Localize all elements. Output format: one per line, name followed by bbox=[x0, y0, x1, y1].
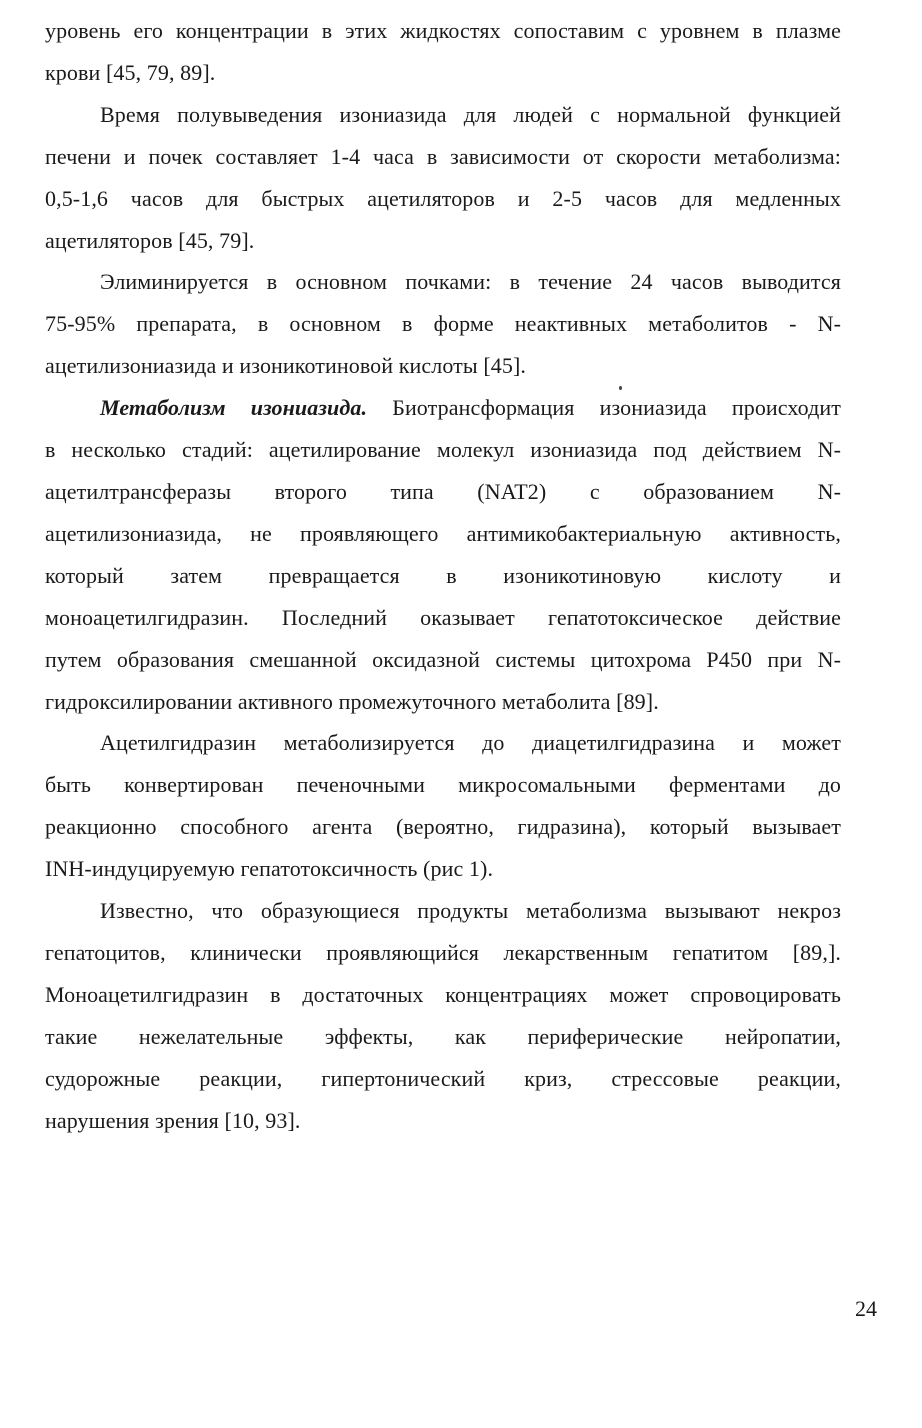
text-line: Время полувыведения изониазида для людей с нормальной функцией bbox=[100, 101, 841, 127]
text-line: Элиминируется в основном почками: в течение 24 часов выводится bbox=[100, 269, 841, 295]
text-line: ацетилизониазида, не проявляющего антимикобактериальную активность, bbox=[45, 520, 841, 546]
text-line: судорожные реакции, гипертонический криз, стрессовые реакции, bbox=[45, 1065, 841, 1091]
heading-line-rest: Биотрансформация изониазида происходит bbox=[367, 395, 841, 421]
text-line: быть конвертирован печеночными микросомальными ферментами до bbox=[45, 772, 841, 798]
text-line: нарушения зрения [10, 93]. bbox=[45, 1107, 301, 1133]
text-line: в несколько стадий: ацетилирование молекул изониазида под действием N- bbox=[45, 437, 841, 463]
paragraph-1 bbox=[45, 10, 841, 94]
paragraph-3 bbox=[45, 261, 841, 387]
text-line: INH-индуцируемую гепатотоксичность (рис 1). bbox=[45, 856, 494, 882]
paragraph-5 bbox=[45, 722, 841, 890]
paragraph-4 bbox=[45, 387, 841, 722]
text-line: который затем превращается в изоникотиновую кислоту и bbox=[45, 562, 841, 588]
section-heading: Метаболизм изониазида. bbox=[100, 395, 368, 421]
paragraph-2 bbox=[45, 94, 841, 262]
page-number: 24 bbox=[855, 1296, 877, 1321]
text-line: 75-95% препарата, в основном в форме неактивных метаболитов - N- bbox=[45, 311, 841, 337]
text-line: 0,5-1,6 часов для быстрых ацетиляторов и 2-5 часов для медленных bbox=[45, 185, 841, 211]
text-line: ацетиляторов [45, 79]. bbox=[45, 227, 255, 253]
text-line: Ацетилгидразин метаболизируется до диацетилгидразина и может bbox=[100, 730, 841, 756]
text-line: путем образования смешанной оксидазной системы цитохрома P450 при N- bbox=[45, 646, 841, 672]
text-line: гидроксилировании активного промежуточного метаболита [89]. bbox=[45, 688, 659, 714]
text-line: печени и почек составляет 1-4 часа в зависимости от скорости метаболизма: bbox=[45, 143, 841, 169]
text-line: Моноацетилгидразин в достаточных концентрациях может спровоцировать bbox=[45, 981, 841, 1007]
text-line: реакционно способного агента (вероятно, гидразина), который вызывает bbox=[45, 814, 841, 840]
text-line: уровень его концентрации в этих жидкостях сопоставим с уровнем в плазме bbox=[45, 18, 841, 43]
text-line: ацетилизониазида и изоникотиновой кислоты [45]. bbox=[45, 353, 527, 379]
text-line: моноацетилгидразин. Последний оказывает гепатотоксическое действие bbox=[45, 604, 841, 630]
text-line: ацетилтрансферазы второго типа (NAT2) с образованием N- bbox=[45, 478, 841, 504]
text-line: гепатоцитов, клинически проявляющийся лекарственным гепатитом [89,]. bbox=[45, 939, 841, 965]
text-line: крови [45, 79, 89]. bbox=[45, 59, 216, 85]
text-line: такие нежелательные эффекты, как периферические нейропатии, bbox=[45, 1023, 841, 1049]
body-text bbox=[45, 10, 841, 1141]
text-line bbox=[45, 387, 841, 429]
paragraph-6 bbox=[45, 890, 841, 1141]
text-line: Известно, что образующиеся продукты метаболизма вызывают некроз bbox=[100, 898, 841, 924]
